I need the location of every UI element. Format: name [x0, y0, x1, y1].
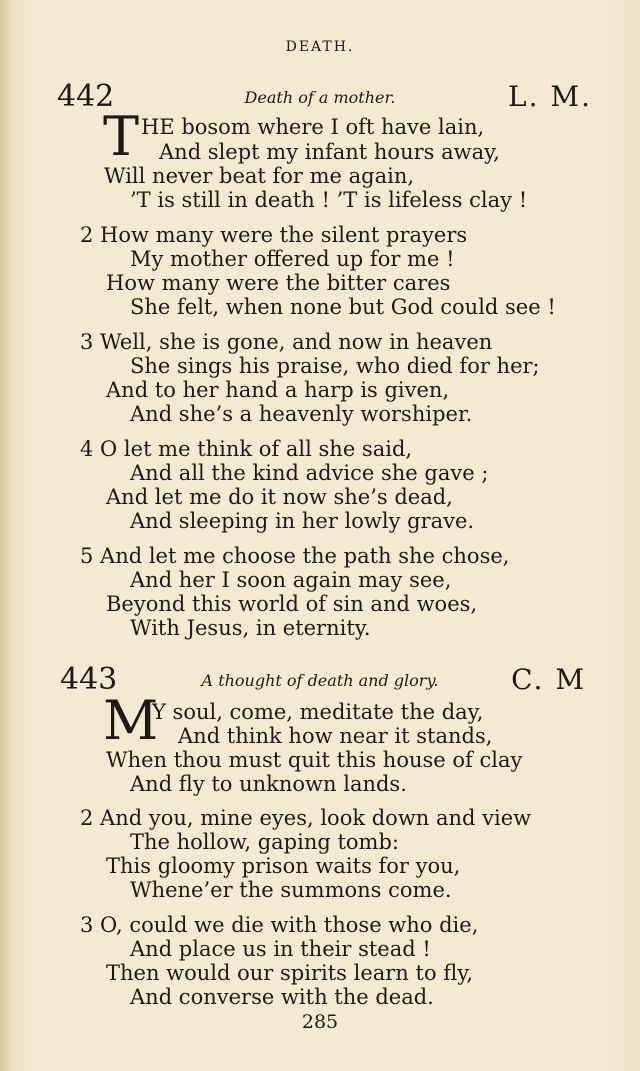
verse-line: She sings his praise, who died for her;	[130, 354, 540, 378]
hymn-meter: L. M.	[508, 80, 592, 113]
hymn-443-header	[0, 663, 640, 703]
verse-line: 3 Well, she is gone, and now in heaven	[80, 330, 493, 354]
page-number: 285	[301, 1011, 339, 1033]
verse-line: 5 And let me choose the path she chose,	[80, 544, 510, 568]
verse-line: And converse with the dead.	[130, 985, 434, 1009]
verse-line: And sleeping in her lowly grave.	[130, 509, 475, 533]
verse-line: HE bosom where I oft have lain,	[141, 115, 485, 139]
verse-line: 2 And you, mine eyes, look down and view	[80, 806, 532, 830]
verse-line: And to her hand a harp is given,	[106, 378, 450, 402]
verse-line: And all the kind advice she gave ;	[130, 461, 489, 485]
verse-line: ’T is still in death ! ’T is lifeless clay !	[130, 188, 528, 212]
verse-line: Beyond this world of sin and woes,	[106, 592, 478, 616]
running-head: DEATH.	[285, 39, 355, 55]
verse-line: And her I soon again may see,	[130, 568, 452, 592]
verse-line: Y soul, come, meditate the day,	[152, 700, 484, 724]
page-spine-shadow	[0, 0, 10, 1071]
verse-line: And slept my infant hours away,	[159, 140, 500, 164]
hymn-number: 442	[57, 79, 115, 114]
verse-line: This gloomy prison waits for you,	[106, 854, 461, 878]
verse-line: When thou must quit this house of clay	[106, 748, 523, 772]
verse-line: How many were the bitter cares	[106, 271, 451, 295]
verse-line: 3 O, could we die with those who die,	[80, 913, 479, 937]
hymn-number: 443	[60, 662, 118, 697]
verse-line: Whene’er the summons come.	[130, 878, 452, 902]
verse-line: And she’s a heavenly worshiper.	[130, 402, 473, 426]
verse-line: And think how near it stands,	[178, 724, 493, 748]
verse-line: And let me do it now she’s dead,	[106, 485, 453, 509]
verse-line: With Jesus, in eternity.	[130, 616, 371, 640]
hymn-442-header	[0, 80, 640, 120]
hymn-title: Death of a mother.	[244, 88, 396, 107]
verse-line: The hollow, gaping tomb:	[130, 830, 399, 854]
verse-line: 4 O let me think of all she said,	[80, 437, 413, 461]
hymn-title: A thought of death and glory.	[201, 671, 439, 690]
drop-cap: M	[103, 689, 159, 752]
verse-line: Then would our spirits learn to fly,	[106, 961, 474, 985]
verse-line: And fly to unknown lands.	[130, 772, 407, 796]
verse-line: My mother offered up for me !	[130, 247, 455, 271]
verse-line: And place us in their stead !	[130, 937, 431, 961]
hymn-meter: C. M	[511, 663, 586, 696]
verse-line: Will never beat for me again,	[104, 164, 415, 188]
drop-cap: T	[103, 105, 140, 168]
verse-line: She felt, when none but God could see !	[130, 295, 556, 319]
verse-line: 2 How many were the silent prayers	[80, 223, 468, 247]
